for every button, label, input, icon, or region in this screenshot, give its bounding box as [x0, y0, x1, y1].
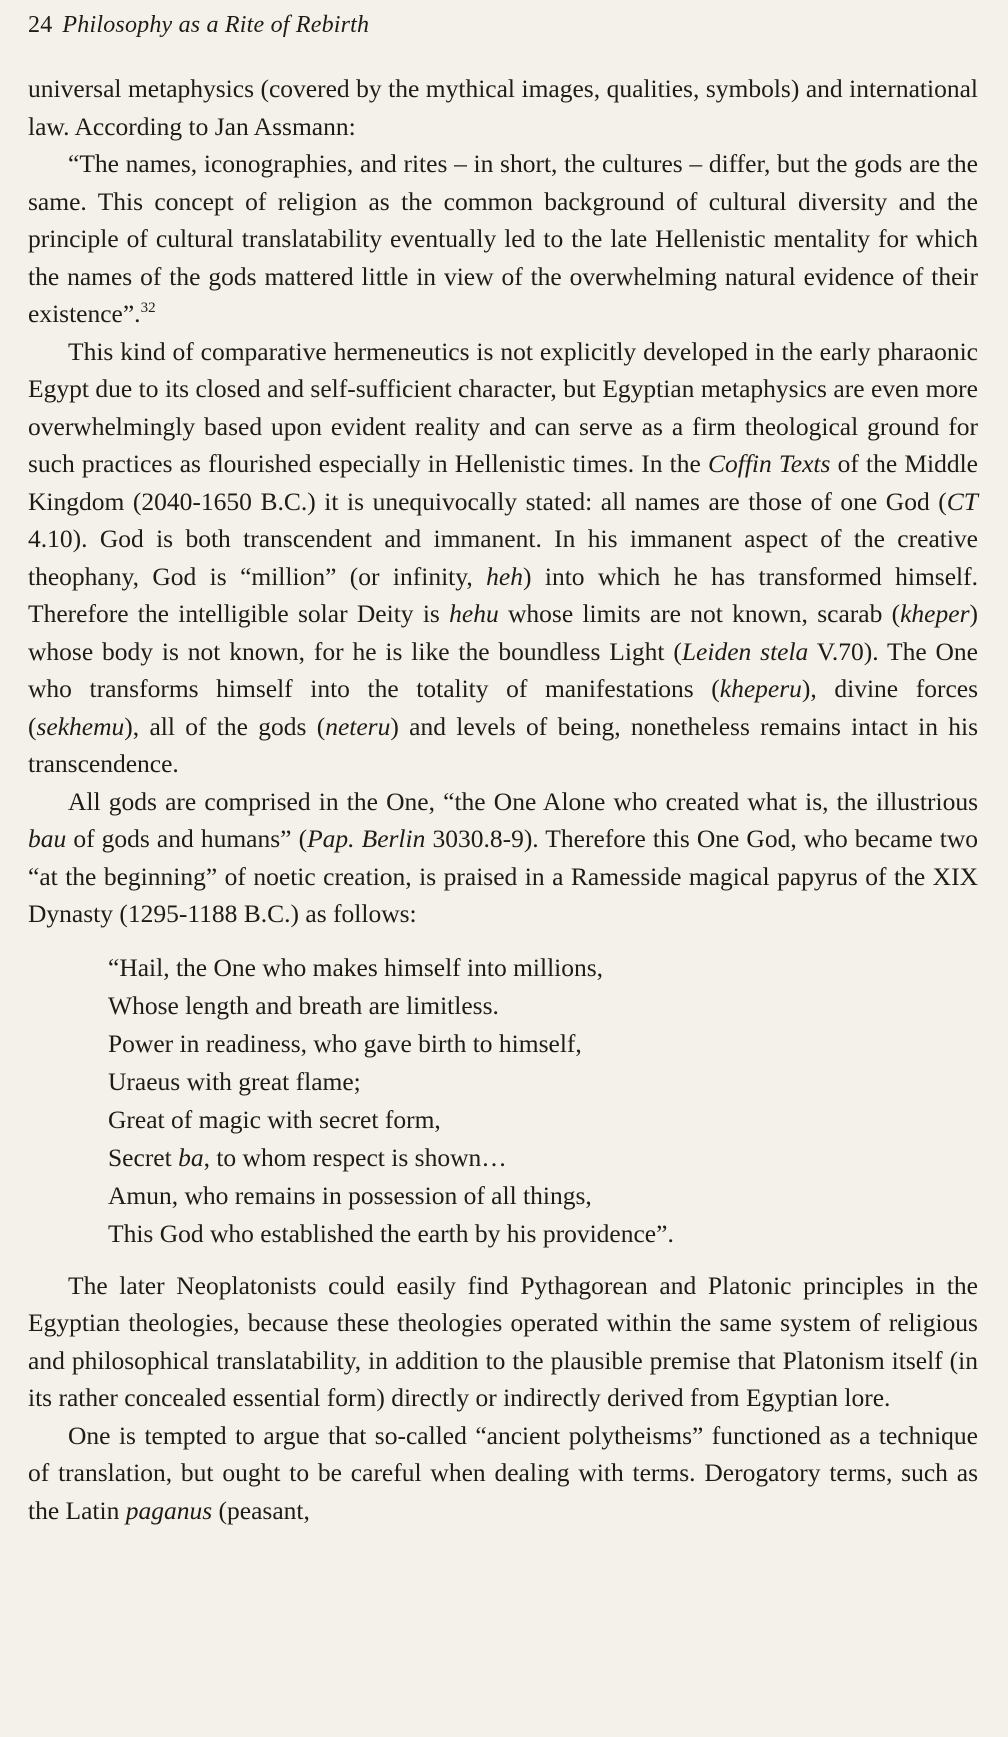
text-run: of gods and humans” (	[66, 824, 308, 853]
text-run: ), all of the gods (	[124, 711, 326, 741]
italic-term-ba: ba	[178, 1142, 204, 1172]
italic-term-neteru: neteru	[325, 711, 391, 741]
italic-term-bau: bau	[28, 824, 67, 853]
verse-line	[108, 1139, 978, 1177]
text-run: whose limits are not known, scarab (	[498, 599, 901, 628]
footnote-ref-32: 32	[140, 300, 156, 316]
text-run: V.70). The One who transforms himself into the totality of manifestations (	[28, 636, 978, 703]
italic-term-pap-berlin: Pap. Berlin	[307, 824, 426, 853]
paragraph-continuation: universal metaphysics (covered by the mythical images, qualities, symbols) and international law. According to Jan Assmann:	[28, 74, 978, 141]
paragraph-polytheisms	[28, 1417, 978, 1530]
verse-line: Power in readiness, who gave birth to himself,	[108, 1028, 582, 1058]
italic-term-hehu: hehu	[449, 599, 499, 628]
text-run: 4.10). God is both transcendent and immanent. In his immanent aspect of the creative theophany, God is “million” (or infinity,	[28, 524, 978, 591]
verse-line: This God who established the earth by his providence”.	[108, 1218, 674, 1248]
verse-line: “Hail, the One who makes himself into millions,	[108, 952, 604, 982]
text-run: One is tempted to argue that so-called “ancient polytheisms” functioned as a technique of translation, but ought to be careful when dealing with terms. Derogatory terms, such as the Latin	[28, 1420, 978, 1525]
assmann-quote-text: “The names, iconographies, and rites – in short, the cultures – differ, but the gods are the same. This concept of religion as the common background of cultural diversity and the principle of cultural translatability eventually led to the late Hellenistic mentality for which the names of the gods mattered little in view of the overwhelming natural evidence of their existence”.	[28, 149, 978, 328]
assmann-quote-paragraph	[28, 145, 978, 333]
text-run: ), divine forces (	[28, 674, 978, 741]
text-run: ) whose body is not known, for he is like the boundless Light (	[28, 599, 978, 666]
verse-line: Whose length and breath are limitless.	[108, 990, 499, 1020]
verse-line: Amun, who remains in possession of all things,	[108, 1180, 592, 1210]
paragraph-comparative-hermeneutics	[28, 333, 978, 783]
text-run: This kind of comparative hermeneutics is not explicitly developed in the early pharaonic Egypt due to its closed and self-sufficient character, but Egyptian metaphysics are even more overwhelmingly based upon evident reality and can serve as a firm theological ground for such practices as flourished especially in Hellenistic times. In the	[28, 336, 978, 478]
italic-term-leiden-stela: Leiden stela	[681, 636, 809, 666]
verse-line: Uraeus with great flame;	[108, 1066, 361, 1096]
paragraph-neoplatonists: The later Neoplatonists could easily find Pythagorean and Platonic principles in the Egyptian theologies, because these theologies operated within the same system of religious and philosophical translatability, in addition to the plausible premise that Platonism itself (in its rather concealed essential form) directly or indirectly derived from Egyptian lore.	[28, 1270, 978, 1412]
book-page	[28, 10, 978, 1529]
page-number: 24	[28, 12, 53, 38]
text-run: ) and levels of being, nonetheless remains intact in his transcendence.	[28, 711, 979, 778]
running-head-title: Philosophy as a Rite of Rebirth	[62, 12, 370, 38]
italic-term-kheperu: kheperu	[719, 674, 802, 703]
italic-term-heh: heh	[486, 561, 523, 591]
text-run: ) into which he has transformed himself. Therefore the intelligible solar Deity is	[28, 561, 978, 628]
text-run: of the Middle Kingdom (2040-1650 B.C.) it is unequivocally stated: all names are those of one God (	[28, 449, 978, 516]
italic-term-paganus: paganus	[125, 1495, 213, 1525]
running-head	[28, 10, 978, 40]
paragraph-all-gods-one	[28, 783, 978, 933]
italic-term-coffin-texts: Coffin Texts	[707, 449, 831, 478]
italic-term-sekhemu: sekhemu	[36, 711, 125, 741]
hymn-verse-block	[108, 949, 978, 1253]
text-run: (peasant,	[212, 1495, 310, 1525]
verse-line: Great of magic with secret form,	[108, 1104, 441, 1134]
text-run: Secret	[108, 1142, 179, 1172]
italic-term-kheper: kheper	[900, 599, 970, 628]
text-run: , to whom respect is shown…	[203, 1142, 507, 1172]
text-run: All gods are comprised in the One, “the One Alone who created what is, the illustrious	[68, 786, 978, 816]
italic-term-ct: CT	[946, 486, 978, 516]
text-run: 3030.8-9). Therefore this One God, who became two “at the beginning” of noetic creation, is praised in a Ramesside magical papyrus of the XIX Dynasty (1295-1188 B.C.) as follows:	[28, 824, 978, 928]
